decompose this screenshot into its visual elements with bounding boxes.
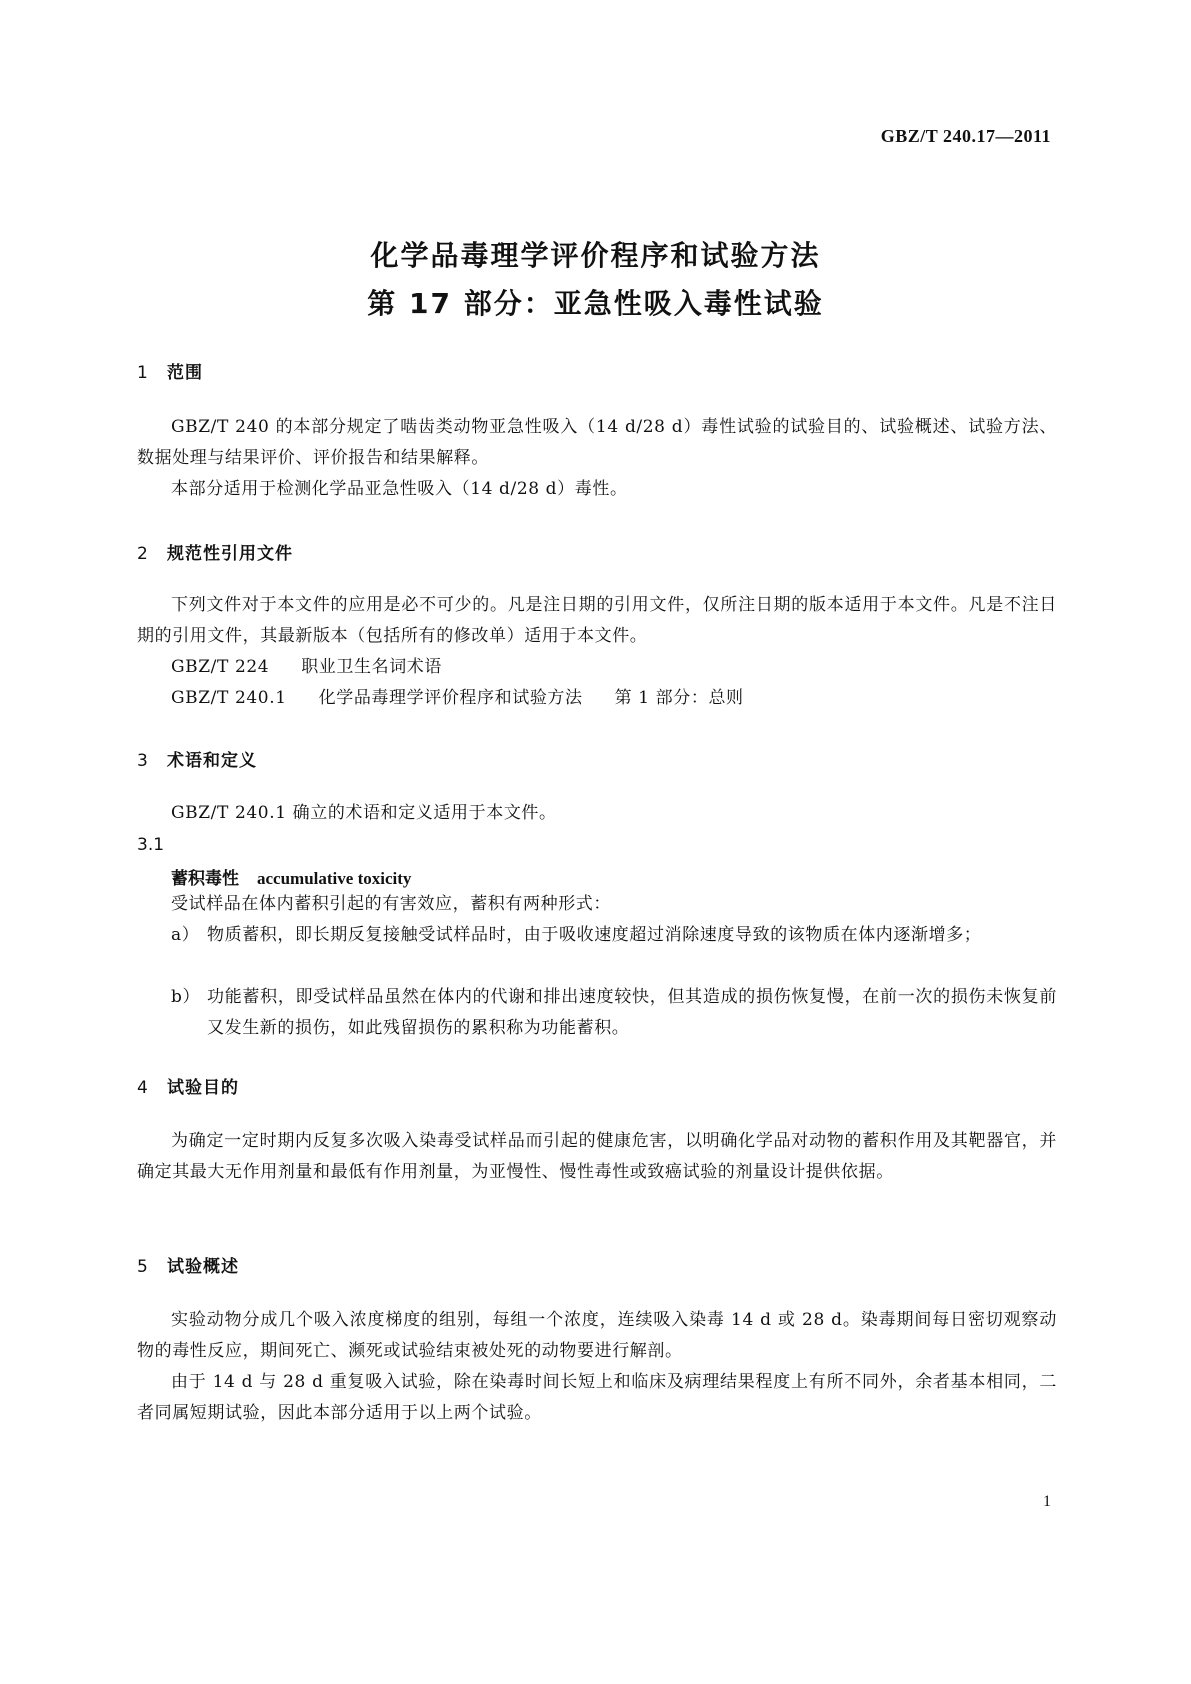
- reference-code: GBZ/T 224: [171, 657, 270, 677]
- document-title-line2: 第 17 部分：亚急性吸入毒性试验: [367, 287, 824, 320]
- section-number: 5: [137, 1257, 149, 1277]
- term-chinese: 蓄积毒性: [171, 869, 239, 889]
- term-entry: [171, 864, 411, 889]
- section-5-heading: [137, 1252, 239, 1277]
- page-number: 1: [1043, 1493, 1051, 1510]
- reference-part: 第 1 部分：总则: [614, 688, 744, 708]
- subclause-number: 3.1: [137, 835, 165, 855]
- section-4-paragraph-1: 为确定一定时期内反复多次吸入染毒受试样品而引起的健康危害，以明确化学品对动物的蓄积作用及其靶器官，并确定其最大无作用剂量和最低有作用剂量，为亚慢性、慢性毒性或致癌试验的剂量设计提供依据。: [137, 1131, 1057, 1182]
- section-title: 范围: [167, 363, 203, 383]
- section-number: 1: [137, 363, 149, 383]
- section-2-heading: [137, 539, 293, 564]
- section-3-paragraph-1: GBZ/T 240.1 确立的术语和定义适用于本文件。: [171, 803, 557, 823]
- list-item-b: [171, 982, 1057, 1044]
- reference-title: 职业卫生名词术语: [301, 657, 443, 677]
- list-text: 物质蓄积，即长期反复接触受试样品时，由于吸收速度超过消除速度导致的该物质在体内逐渐增多；: [207, 925, 982, 945]
- section-1-paragraph-2: 本部分适用于检测化学品亚急性吸入（14 d/28 d）毒性。: [171, 479, 628, 499]
- list-text: 功能蓄积，即受试样品虽然在体内的代谢和排出速度较快，但其造成的损伤恢复慢，在前一次的损伤未恢复前又发生新的损伤，如此残留损伤的累积称为功能蓄积。: [207, 987, 1057, 1038]
- section-number: 3: [137, 751, 149, 771]
- section-title: 规范性引用文件: [167, 544, 293, 564]
- list-label: b）: [171, 987, 201, 1007]
- section-1-paragraph-1: GBZ/T 240 的本部分规定了啮齿类动物亚急性吸入（14 d/28 d）毒性试验的试验目的、试验概述、试验方法、数据处理与结果评价、评价报告和结果解释。: [137, 417, 1057, 468]
- section-number: 4: [137, 1078, 149, 1098]
- document-title-line1: 化学品毒理学评价程序和试验方法: [370, 239, 821, 272]
- reference-2: [171, 683, 744, 714]
- standard-code: GBZ/T 240.17—2011: [880, 126, 1051, 146]
- section-5-paragraph-1: 实验动物分成几个吸入浓度梯度的组别，每组一个浓度，连续吸入染毒 14 d 或 28 d。染毒期间每日密切观察动物的毒性反应，期间死亡、濒死或试验结束被处死的动物要进行解剖。: [137, 1310, 1057, 1361]
- section-2-paragraph-1: 下列文件对于本文件的应用是必不可少的。凡是注日期的引用文件，仅所注日期的版本适用于本文件。凡是不注日期的引用文件，其最新版本（包括所有的修改单）适用于本文件。: [137, 595, 1057, 646]
- term-english: accumulative toxicity: [257, 869, 412, 888]
- section-title: 试验概述: [167, 1257, 239, 1277]
- reference-code: GBZ/T 240.1: [171, 688, 287, 708]
- section-title: 试验目的: [167, 1078, 239, 1098]
- term-definition: 受试样品在体内蓄积引起的有害效应，蓄积有两种形式：: [171, 894, 611, 914]
- section-3-heading: [137, 746, 257, 771]
- list-item-a: [171, 920, 1057, 951]
- section-title: 术语和定义: [167, 751, 257, 771]
- reference-title: 化学品毒理学评价程序和试验方法: [318, 688, 583, 708]
- section-1-heading: [137, 358, 203, 383]
- reference-1: [171, 652, 442, 683]
- section-number: 2: [137, 544, 149, 564]
- section-4-heading: [137, 1073, 239, 1098]
- section-5-paragraph-2: 由于 14 d 与 28 d 重复吸入试验，除在染毒时间长短上和临床及病理结果程度上有所不同外，余者基本相同，二者同属短期试验，因此本部分适用于以上两个试验。: [137, 1372, 1057, 1423]
- list-label: a）: [171, 925, 200, 945]
